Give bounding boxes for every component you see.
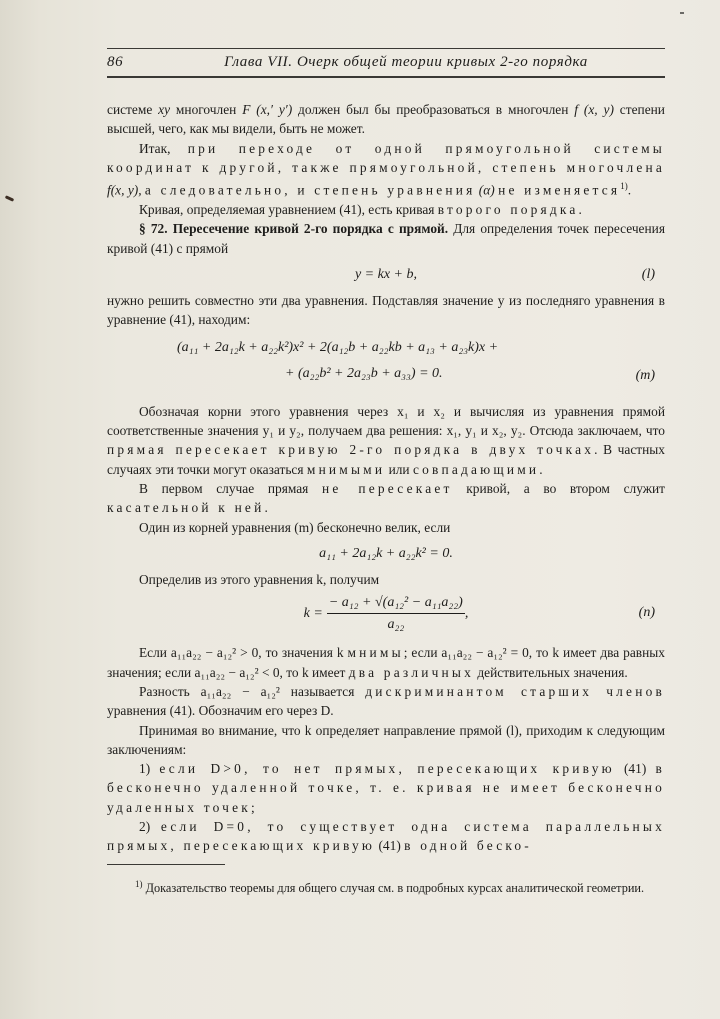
text: Разность a₁₁a₂₂ − a₁₂² называется <box>139 684 366 699</box>
emphasis-text: в одной беско- <box>404 838 532 854</box>
text: ; <box>250 799 255 815</box>
paragraph-substitute <box>107 291 665 330</box>
emphasis-text: в бесконечно удаленной точке, т. е. кривая не имеет бесконечно удаленных точек <box>107 761 665 815</box>
paragraph-roots <box>107 402 665 479</box>
text: Один из корней уравнения (m) бесконечно велик, если <box>139 519 451 535</box>
equation-body: a₁₁ + 2a₁₂k + a₂₂k² = 0. <box>319 545 453 561</box>
paragraph-continuation <box>107 100 665 139</box>
header-rule-bottom <box>107 76 665 78</box>
text: . В частных случаях эти точки могут оказаться <box>107 442 666 477</box>
corner-speck <box>680 12 684 14</box>
paragraph-discriminant <box>107 682 665 721</box>
emphasis-text: не пересекает <box>322 480 453 496</box>
emphasis-text: если D>0, то нет прямых, пересекающих кривую <box>159 761 615 777</box>
emphasis-text: при переходе от одной прямоугольной системы координат к другой, также прямоугольной, степень многочлена <box>107 140 665 175</box>
emphasis-text: не изменяется <box>498 182 621 198</box>
equation-m <box>107 338 665 386</box>
math-inline: (α) <box>475 182 499 198</box>
text: должен был бы преобразоваться в многочлен <box>292 102 575 117</box>
text: Для определения точек пересечения кривой (41) с прямой <box>107 221 665 256</box>
text: 1) <box>139 761 160 777</box>
fraction-numerator: − a₁₂ + √(a₁₂² − a₁₁a₂₂) <box>327 593 465 614</box>
emphasis-text: если D=0, то существует одна система параллельных прямых, пересекающих кривую <box>107 819 665 854</box>
text: Принимая во внимание, что k определяет направление прямой (l), приходим к следующим заключениям: <box>107 722 665 757</box>
equation-quadratic <box>107 544 665 563</box>
emphasis-text: мнимыми <box>306 461 386 477</box>
paragraph-infinite-root <box>107 518 665 537</box>
footnote-marker: 1) <box>135 878 143 889</box>
conclusion-1 <box>107 759 665 817</box>
text: . <box>539 461 543 477</box>
text: кривой, а во втором служит <box>452 480 665 496</box>
text: действительных значения. <box>473 664 628 680</box>
header-rule-top <box>107 48 665 49</box>
paragraph-solve-k <box>107 570 665 589</box>
paragraph-k-values <box>107 643 665 682</box>
margin-ink-mark <box>5 195 14 202</box>
conclusion-2 <box>107 817 665 856</box>
equation-tag: (n) <box>638 605 655 621</box>
equation-line-2: + (a₂₂b² + 2a₂₃b + a₃₃) = 0. <box>285 365 443 381</box>
text: В первом случае прямая <box>139 480 323 496</box>
section-72 <box>107 219 665 258</box>
math-inline: F (x,′ y′) <box>242 102 293 117</box>
emphasis-text: касательной к ней <box>107 500 265 516</box>
math-inline: f(x, y), <box>107 182 145 198</box>
text: нужно решить совместно эти два уравнения. Подставляя значение y из последняго уравнения в уравнение (41), находим: <box>107 293 665 328</box>
equation-body: y = kx + b, <box>354 266 418 282</box>
paragraph-cases <box>107 479 665 518</box>
text: , <box>464 605 469 621</box>
footnote-text <box>107 875 665 897</box>
equation-n <box>107 593 665 633</box>
fraction-denominator: a₂₂ <box>387 616 405 632</box>
equation-tag: (m) <box>635 368 655 384</box>
text: 2) <box>139 819 161 835</box>
equation-l <box>107 265 665 284</box>
equation-lhs: k = <box>303 605 323 621</box>
text: уравнения (41). Обозначим его через D. <box>107 703 334 719</box>
emphasis-text: дискриминантом старших членов <box>365 684 665 699</box>
footnote-rule <box>107 864 225 865</box>
section-heading: § 72. Пересечение кривой 2-го порядка с прямой. <box>139 221 449 237</box>
equation-line-1: (a₁₁ + 2a₁₂k + a₂₂k²)x² + 2(a₁₂b + a₂₂kb + a₁₃ + a₂₃k)x + <box>177 339 499 355</box>
text: ; если a₁₁a₂₂ − a₁₂² = 0, то k имеет два равных значения; если a₁₁a₂₂ − a₁₂² < 0, то k имеет <box>107 645 665 680</box>
text: (41) <box>375 838 405 854</box>
math-inline: xy <box>158 102 171 117</box>
chapter-title: Глава VII. Очерк общей теории кривых 2-го порядка <box>224 54 588 70</box>
emphasis-text: а следовательно, и степень уравнения <box>144 182 476 198</box>
paragraph-curve-order <box>107 200 665 219</box>
text: . <box>627 182 632 198</box>
text: (41) <box>614 761 656 777</box>
text: степени высшей, чего, как мы видели, быть не может. <box>107 102 665 137</box>
text: Обозначая корни этого уравнения через x₁ и x₂ и вычисляя из уравнения прямой соответственные значения y₁ и y₂, получаем два решения: x₁, y₁ и x₂, y₂. Отсюда заключаем, что <box>107 403 665 439</box>
footnote-ref[interactable]: 1) <box>620 181 628 192</box>
text: . <box>264 500 268 516</box>
equation-tag: (l) <box>641 266 655 282</box>
text: Определив из этого уравнения k, получим <box>139 572 380 588</box>
footnote <box>107 875 665 897</box>
math-inline: f (x, y) <box>574 102 614 117</box>
emphasis-text: прямая пересекает кривую 2-го порядка в двух точках <box>107 442 595 458</box>
text: многочлен <box>170 102 243 117</box>
emphasis-text: два различных <box>348 664 474 680</box>
text: или <box>385 461 413 477</box>
running-header <box>107 54 665 72</box>
text: Итак, <box>139 140 188 156</box>
text: системе <box>107 102 159 117</box>
fraction <box>327 593 465 635</box>
book-page <box>107 48 665 897</box>
text: Кривая, определяемая уравнением (41), есть кривая <box>139 201 438 217</box>
text: Доказательство теоремы для общего случая см. в подробных курсах аналитической геометрии. <box>142 880 645 895</box>
page-body <box>107 100 665 897</box>
paragraph-theorem <box>107 139 665 200</box>
emphasis-text: совпадающими <box>412 461 540 477</box>
page-number: 86 <box>107 54 124 70</box>
emphasis-text: второго порядка <box>437 201 579 217</box>
emphasis-text: мнимы <box>347 645 404 661</box>
paragraph-conclusions <box>107 721 665 760</box>
text: . <box>578 201 582 217</box>
text: Если a₁₁a₂₂ − a₁₂² > 0, то значения k <box>139 645 348 661</box>
